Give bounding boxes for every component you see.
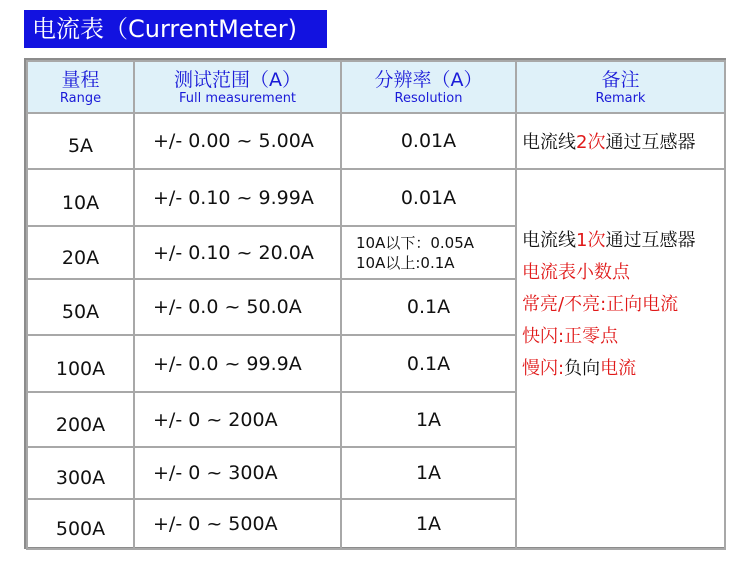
resolution-cell (341, 226, 516, 279)
remark-block-cell (516, 169, 725, 549)
remark-line: 电流表小数点 (522, 262, 630, 283)
remark-text: 电流线 (522, 230, 576, 251)
measurement-cell: +/- 0.0 ~ 99.9A (134, 335, 341, 392)
range-cell: 50A (27, 279, 134, 335)
remark-line: 常亮/不亮:正向电流 (522, 294, 679, 315)
measurement-cell: +/- 0 ~ 300A (134, 447, 341, 499)
measurement-cell: +/- 0.0 ~ 50.0A (134, 279, 341, 335)
resolution-cell: 0.01A (341, 113, 516, 169)
spec-table (26, 60, 726, 550)
resolution-cell: 0.1A (341, 335, 516, 392)
remark-text: 通过互感器 (605, 132, 696, 153)
header-measurement (134, 61, 341, 113)
range-cell: 300A (27, 447, 134, 499)
table-header-row (27, 61, 725, 113)
remark-cell (516, 113, 725, 169)
header-range-cn: 量程 (61, 68, 100, 91)
measurement-cell: +/- 0 ~ 200A (134, 392, 341, 447)
remark-highlight: 电流 (600, 358, 637, 379)
resolution-cell: 0.01A (341, 169, 516, 226)
header-resolution (341, 61, 516, 113)
measurement-cell: +/- 0.10 ~ 9.99A (134, 169, 341, 226)
remark-line (522, 230, 724, 252)
table-row (27, 169, 725, 226)
header-resolution-en: Resolution (394, 90, 463, 106)
header-measurement-en: Full measurement (178, 90, 297, 106)
remark-line (522, 358, 724, 380)
header-remark-en: Remark (595, 90, 646, 106)
remark-text: 电流线 (522, 132, 576, 153)
header-range-en: Range (59, 90, 102, 106)
header-remark-cn: 备注 (601, 68, 640, 91)
page-title: 电流表（CurrentMeter) (24, 10, 327, 48)
header-measurement-cn: 测试范围（A） (174, 68, 301, 91)
range-cell: 20A (27, 226, 134, 279)
header-range (27, 61, 134, 113)
header-remark (516, 61, 725, 113)
resolution-line: 10A以下：0.05A (356, 233, 475, 252)
resolution-cell: 0.1A (341, 279, 516, 335)
spec-table-frame (24, 58, 726, 549)
measurement-cell: +/- 0 ~ 500A (134, 499, 341, 549)
header-resolution-cn: 分辨率（A） (374, 68, 483, 91)
resolution-cell: 1A (341, 392, 516, 447)
range-cell: 100A (27, 335, 134, 392)
resolution-cell: 1A (341, 447, 516, 499)
remark-highlight: 1次 (576, 230, 606, 251)
measurement-cell: +/- 0.10 ~ 20.0A (134, 226, 341, 279)
remark-text: 通过互感器 (605, 230, 696, 251)
remark-line: 快闪:正零点 (522, 326, 619, 347)
remark-text: 负向 (564, 358, 601, 379)
remark-highlight: 慢闪: (522, 358, 565, 379)
table-row (27, 113, 725, 169)
resolution-cell: 1A (341, 499, 516, 549)
range-cell: 10A (27, 169, 134, 226)
measurement-cell: +/- 0.00 ~ 5.00A (134, 113, 341, 169)
range-cell: 500A (27, 499, 134, 549)
resolution-line: 10A以上:0.1A (356, 253, 455, 272)
remark-highlight: 2次 (576, 132, 606, 153)
range-cell: 5A (27, 113, 134, 169)
range-cell: 200A (27, 392, 134, 447)
